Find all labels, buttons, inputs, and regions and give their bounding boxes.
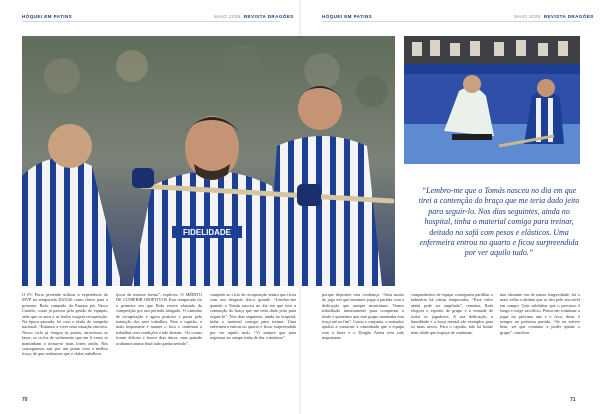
column-2-text: fpcca da mesma forma”, explicou. O MÉRITO DE CUMPRIR OBJETIVOS Esta temporada foi a primeira em que Rafa esteve afastado da competição por um período alargado. O caminho de recuperação é agora positivo e passa pela transição dos seus trabalhos. Para o capitão, o mais importante é manter o foco e continuar a trabalhar com condições e não desistir. “As coisas foram difíceis e houve dias duros, mas quando acabamos numa final tudo ganha sentido”. [116, 292, 202, 346]
column-6-text: nao obstante era de maior longevidade, foi o mais velho a alinhar que se deu pelo seu nível em campo. Quis sublinhar que o percurso é longo e exige sacrifício. Pensa em continuar a jogar no próximo ano e o foco, disse, é sempre na próxima partida. “Se eu estiver bem, sei que continuo a poder ajudar o grupo”, concluiu. [500, 292, 580, 335]
left-issue-info [214, 14, 294, 19]
main-photo-illustration [22, 36, 395, 286]
right-page-number: 71 [570, 397, 576, 403]
column-4-text: porque depositei esta confiança. “Saiu muito do jogo em que tentamos jogar a partida com a dedicação que sempre mostrámos. Temos trabalhado intensamente para conquistar o título e queremos que este grupo mantenha esta força até ao fim”. Como o conjunto, o treinador ajudou a construir a caminhada que a equipa está a fazer e o Dragão Arena tem sido importante. [322, 292, 404, 341]
right-issue-info [514, 14, 594, 19]
jersey-sponsor-text: FIDELIDADE [183, 228, 231, 237]
right-magazine-name: REVISTA DRAGÕES [543, 14, 594, 19]
left-page-number: 70 [22, 397, 28, 403]
text-column-3 [210, 292, 296, 344]
main-photo [22, 36, 395, 286]
left-section-title: HÓQUEI EM PATINS [22, 14, 73, 19]
left-header-rule [22, 21, 280, 22]
action-photo [404, 36, 580, 164]
text-column-1 [22, 292, 108, 360]
right-section-title: HÓQUEI EM PATINS [322, 14, 373, 19]
right-header-rule [322, 21, 580, 22]
left-issue-date: MAIO 2025 [214, 14, 241, 19]
column-3-text: campeão ao ciclo de recuperação sentiu que ficou com um desgaste físico grande. “Lembro-me quando o Tomás nasceu no dia em que tirei a contenção do braço que me teria dado jeito para seguir-lo”. Nos dias seguintes, ainda no hospital, tinha o material comigo para treinar. Uma enfermeira entrou no quarto e ficou surpreendida por ver aquilo tudo. “Vi sempre que para regressar ao campo tinha de dar o máximo”. [210, 292, 296, 341]
right-issue-date: MAIO 2025 [514, 14, 541, 19]
left-magazine-name: REVISTA DRAGÕES [243, 14, 294, 19]
text-column-2 [116, 292, 202, 349]
text-column-4 [322, 292, 404, 344]
action-photo-illustration [404, 36, 580, 164]
column-5-text: companheiros de equipa conseguem partilhar a balneário há várias temporadas. “Esse valor ainda pode ser ampliado”, rematou. Rafa elogiou o espírito de grupo e a vontade de todos os jogadores. A sua dedicação, a humildade e a força mental são exemplos para os mais novos. Para o capitão, não há limite nem idade que impeça de continuar. [411, 292, 493, 335]
text-column-5 [411, 292, 493, 338]
text-column-6 [500, 292, 580, 338]
column-1-text: O FC Porto pretende utilizar a experiência do MVP na temporada 2025/26 como chave para o presente. Rafa, campeão da Europa por Vasco Castelo, conta já passou pela gestão de equipas, sabe que os anos e as lesões exigem recuperação. Na época passada, foi com o título de campeão nacional. “Estamos a viver uma situação emotiva. Nosso ciclo já chegou às portas, atravessou as fases, os ciclos de sofrimento que em 6 vezes se mantinham a tornar-se mais fortes ainda. Nós conseguimos sair por um ponto com a melhor força, de que soubemos que o clube trabalhou. [22, 292, 108, 357]
pull-quote: “Lembro-me que o Tomás nasceu no dia em que tirei a contenção do braço que me teria dado jeito para seguir-lo. Nos dias seguintes, ainda no hospital, tinha o material comigo para treinar, deitado no sofá com pesos e elásticos. Uma enfermeira entrou no quarto e ficou surpreendida por ver aquilo tudo.” [418, 186, 580, 258]
